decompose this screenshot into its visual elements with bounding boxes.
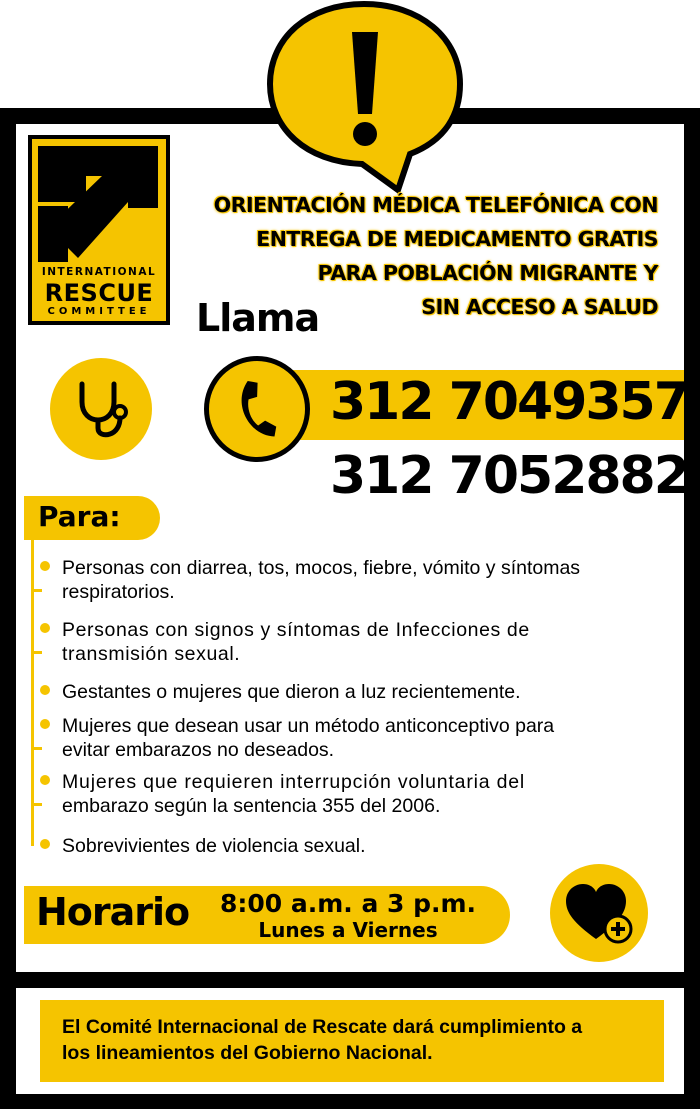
- heart-plus-icon: [564, 881, 634, 945]
- headline-line: ENTREGA DE MEDICAMENTO GRATIS: [256, 227, 658, 251]
- horario-label: Horario: [36, 890, 190, 934]
- list-item: [62, 714, 662, 762]
- list-item-line: transmisión sexual.: [62, 643, 241, 665]
- bullet-dot: [40, 719, 50, 729]
- list-item-line: respiratorios.: [62, 581, 175, 603]
- horario-time-block: [214, 890, 482, 942]
- call-label: Llama: [196, 296, 320, 340]
- list-item-line: Gestantes o mujeres que dieron a luz recientemente.: [62, 681, 521, 703]
- list-item: [62, 618, 662, 666]
- para-label: Para:: [38, 500, 121, 533]
- list-item: [62, 834, 662, 858]
- list-item-line: Mujeres que desean usar un método anticonceptivo para: [62, 715, 555, 737]
- list-item-line: Personas con signos y síntomas de Infecciones de: [62, 619, 530, 641]
- bullet-dot: [40, 775, 50, 785]
- list-item-line: Mujeres que requieren interrupción voluntaria del: [62, 771, 526, 793]
- horario-time: 8:00 a.m. a 3 p.m.: [219, 889, 477, 918]
- headline-line: SIN ACCESO A SALUD: [421, 295, 658, 319]
- list-item: [62, 556, 662, 604]
- list-item: [62, 770, 662, 818]
- bullet-dot: [40, 561, 50, 571]
- logo-text-rescue: RESCUE: [44, 279, 154, 307]
- bullet-dot: [40, 623, 50, 633]
- bullet-dot: [40, 839, 50, 849]
- list-item: [62, 680, 662, 704]
- stethoscope-icon: [70, 378, 132, 440]
- list-vertical-line: [31, 540, 34, 846]
- footer-text: [62, 1014, 662, 1066]
- logo-arrow-icon: [38, 146, 160, 262]
- headline-line: ORIENTACIÓN MÉDICA TELEFÓNICA CON: [213, 193, 658, 217]
- exclamation-icon: [250, 0, 478, 194]
- footer-line: El Comité Internacional de Rescate dará cumplimiento a: [62, 1016, 583, 1038]
- bullet-dot: [40, 685, 50, 695]
- phone-number-primary[interactable]: 312 7049357: [330, 372, 688, 432]
- horario-days: Lunes a Viernes: [258, 918, 438, 942]
- logo-text-international: INTERNATIONAL: [41, 266, 157, 278]
- phone-badge: [204, 356, 310, 462]
- bullet-dash: [34, 589, 42, 592]
- list-item-line: evitar embarazos no deseados.: [62, 739, 335, 761]
- list-item-line: Personas con diarrea, tos, mocos, fiebre, vómito y síntomas: [62, 557, 581, 579]
- bullet-dash: [34, 651, 42, 654]
- phone-icon: [225, 377, 289, 441]
- footer-line: los lineamientos del Gobierno Nacional.: [62, 1042, 433, 1064]
- headline-line: PARA POBLACIÓN MIGRANTE Y: [317, 261, 658, 285]
- list-item-line: Sobrevivientes de violencia sexual.: [62, 835, 366, 857]
- logo-text-committee: COMMITTEE: [47, 306, 151, 317]
- phone-number-secondary[interactable]: 312 7052882: [330, 446, 688, 506]
- heart-badge: [550, 864, 648, 962]
- stethoscope-badge: [50, 358, 152, 460]
- bullet-dash: [34, 747, 42, 750]
- bullet-dash: [34, 803, 42, 806]
- list-item-line: embarazo según la sentencia 355 del 2006.: [62, 795, 441, 817]
